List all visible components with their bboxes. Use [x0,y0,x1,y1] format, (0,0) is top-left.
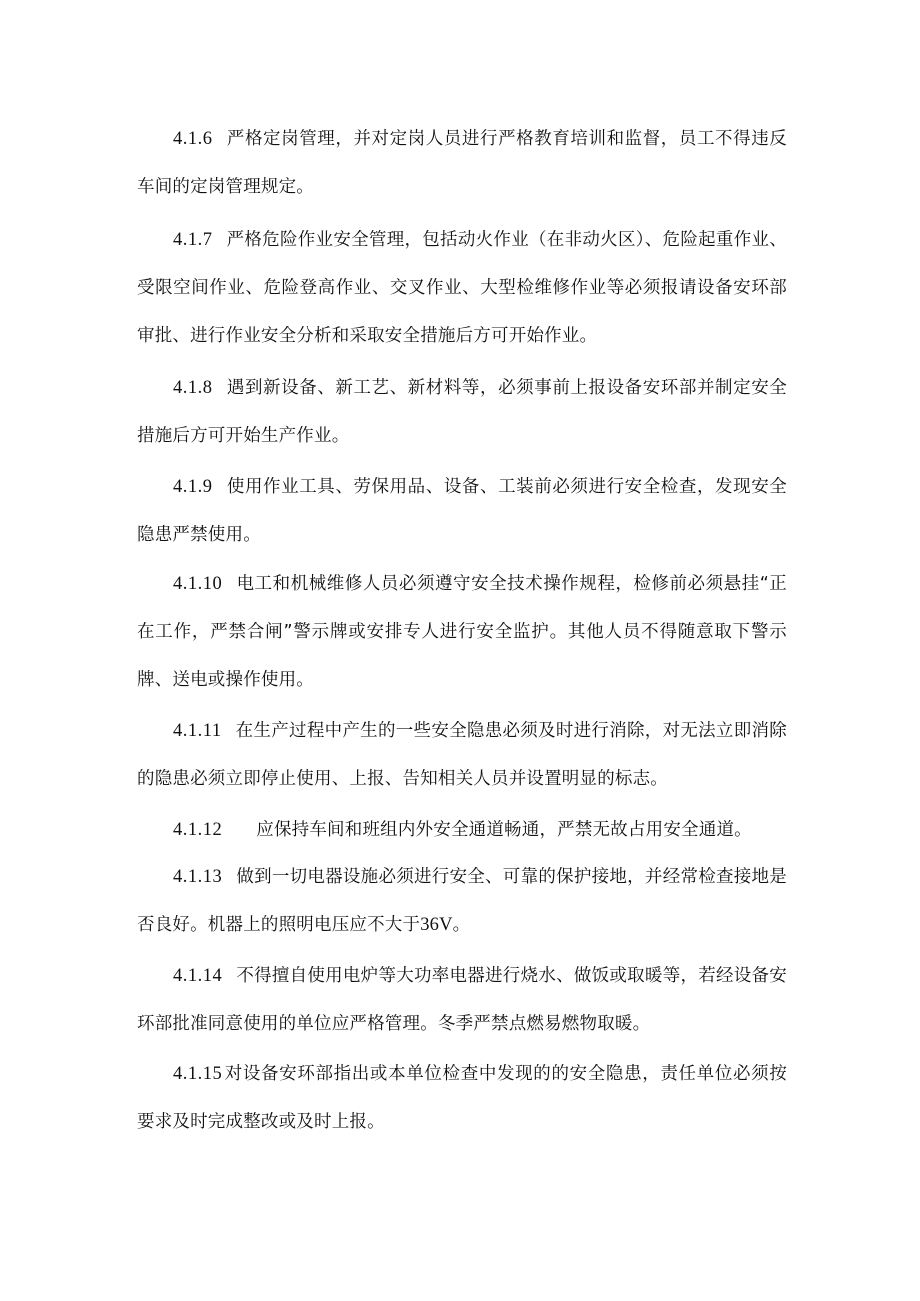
clause-text: 应保持车间和班组内外安全通道畅通，严禁无故占用安全通道。 [256,820,752,840]
clause-4-1-11 [137,707,787,803]
clause-text-end: 。 [452,915,471,935]
clause-4-1-15 [137,1050,787,1146]
clause-number: 4.1.7 [173,230,213,250]
clause-number: 4.1.12 [173,820,223,840]
clause-4-1-13 [137,853,787,949]
clause-text: 严格危险作业安全管理，包括动火作业（在非动火区）、危险起重作业、受限空间作业、危险登高作业、交叉作业、大型检维修作业等必须报请设备安环部审批、进行作业安全分析和采取安全措施后方可开始作业。 [137,230,787,346]
clause-4-1-9 [137,463,787,559]
clause-text: 对设备安环部指出或本单位检查中发现的的安全隐患，责任单位必须按要求及时完成整改或及时上报。 [137,1064,787,1132]
clause-text: 使用作业工具、劳保用品、设备、工装前必须进行安全检查，发现安全隐患严禁使用。 [137,477,787,545]
voltage-value: 36V [420,915,453,935]
clause-number: 4.1.11 [173,721,222,741]
clause-text: 不得擅自使用电炉等大功率电器进行烧水、做饭或取暖等，若经设备安环部批准同意使用的单位应严格管理。冬季严禁点燃易燃物取暖。 [137,966,787,1034]
clause-text: 做到一切电器设施必须进行安全、可靠的保护接地，并经常检查接地是否良好。机器上的照明电压应不大于 [137,867,787,935]
clause-4-1-8 [137,364,787,460]
clause-text: 电工和机械维修人员必须遵守安全技术操作规程，检修前必须悬挂“正在工作，严禁合闸”警示牌或安排专人进行安全监护。其他人员不得随意取下警示牌、送电或操作使用。 [137,574,787,690]
clause-4-1-10 [137,560,787,704]
clause-number: 4.1.8 [173,378,213,398]
clause-4-1-12 [137,806,787,854]
clause-4-1-14 [137,952,787,1048]
clause-number: 4.1.13 [173,867,223,887]
clause-number: 4.1.10 [173,574,223,594]
clause-number: 4.1.9 [173,477,213,497]
clause-4-1-6 [137,115,787,211]
clause-number: 4.1.6 [173,129,213,149]
clause-text: 严格定岗管理，并对定岗人员进行严格教育培训和监督，员工不得违反车间的定岗管理规定。 [137,129,787,197]
clause-number: 4.1.14 [173,966,223,986]
clause-4-1-7 [137,216,787,360]
clause-number: 4.1.15 [173,1064,223,1084]
clause-text: 在生产过程中产生的一些安全隐患必须及时进行消除，对无法立即消除的隐患必须立即停止使用、上报、告知相关人员并设置明显的标志。 [137,721,787,789]
clause-text: 遇到新设备、新工艺、新材料等，必须事前上报设备安环部并制定安全措施后方可开始生产作业。 [137,378,787,446]
